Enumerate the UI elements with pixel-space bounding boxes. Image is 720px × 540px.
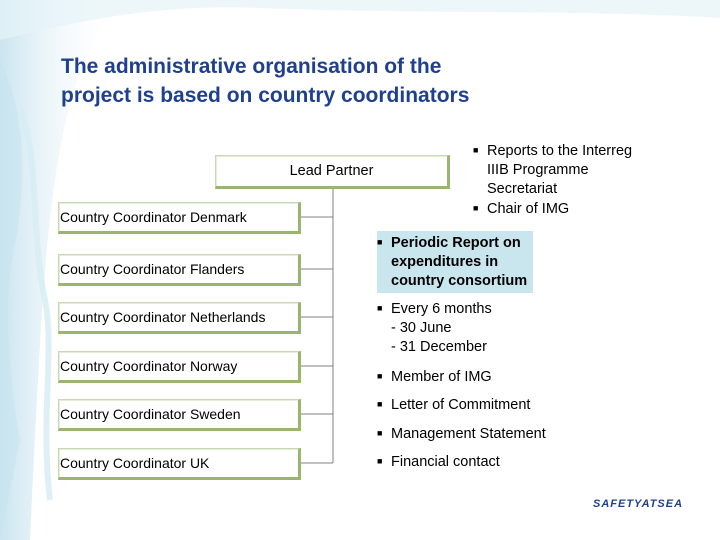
- note-management-statement: [377, 424, 546, 444]
- lead-partner-box: [215, 155, 450, 189]
- slide-title-line-1: The administrative organisation of the: [61, 55, 442, 78]
- coordinator-box-netherlands: [58, 302, 301, 334]
- periodic-report-highlight: [377, 231, 533, 293]
- coordinator-box-flanders: [58, 254, 301, 286]
- coordinator-label: Country Coordinator Norway: [60, 358, 238, 374]
- slide-title: [61, 52, 681, 110]
- bullet-icon: ■: [377, 399, 383, 409]
- bullet-icon: ■: [377, 456, 383, 466]
- coordinator-label: Country Coordinator Netherlands: [60, 309, 266, 325]
- note-text: Reports to the Interreg: [487, 143, 633, 159]
- coordinator-box-norway: [58, 351, 301, 383]
- lead-partner-label: Lead Partner: [289, 163, 374, 179]
- bullet-icon: ■: [473, 145, 479, 155]
- note-text: - 31 December: [391, 339, 487, 355]
- coordinator-box-sweden: [58, 399, 301, 431]
- bullet-icon: ■: [377, 371, 383, 381]
- bullet-icon: ■: [377, 428, 383, 438]
- coordinator-label: Country Coordinator Flanders: [60, 261, 245, 277]
- note-text: country consortium: [391, 273, 528, 289]
- note-text: - 30 June: [391, 320, 452, 336]
- coordinator-label: Country Coordinator UK: [60, 455, 210, 471]
- note-text: Financial contact: [391, 454, 500, 470]
- safetyatsea-logo: SAFETYATSEA: [593, 498, 684, 510]
- note-reports-to-interreg: [473, 141, 632, 219]
- coordinator-box-denmark: [58, 202, 301, 234]
- coordinator-label: Country Coordinator Sweden: [60, 406, 241, 422]
- note-member-of-img: [377, 367, 492, 387]
- note-text: Member of IMG: [391, 369, 492, 385]
- note-text: Letter of Commitment: [391, 397, 531, 413]
- coordinator-box-uk: [58, 448, 301, 480]
- note-every-6-months: [377, 299, 492, 357]
- note-text: Chair of IMG: [487, 201, 570, 217]
- note-text: IIIB Programme: [487, 162, 589, 178]
- bullet-icon: ■: [377, 237, 383, 247]
- note-financial-contact: [377, 452, 500, 472]
- note-text: Every 6 months: [391, 301, 492, 317]
- coordinator-label: Country Coordinator Denmark: [60, 209, 247, 225]
- note-text: Periodic Report on: [391, 235, 521, 251]
- slide-title-line-2: project is based on country coordinators: [61, 84, 470, 107]
- note-text: expenditures in: [391, 254, 499, 270]
- bullet-icon: ■: [377, 303, 383, 313]
- note-letter-of-commitment: [377, 395, 530, 415]
- note-text: Secretariat: [487, 181, 558, 197]
- note-periodic-report: [377, 231, 533, 293]
- note-text: Management Statement: [391, 426, 546, 442]
- bullet-icon: ■: [473, 203, 479, 213]
